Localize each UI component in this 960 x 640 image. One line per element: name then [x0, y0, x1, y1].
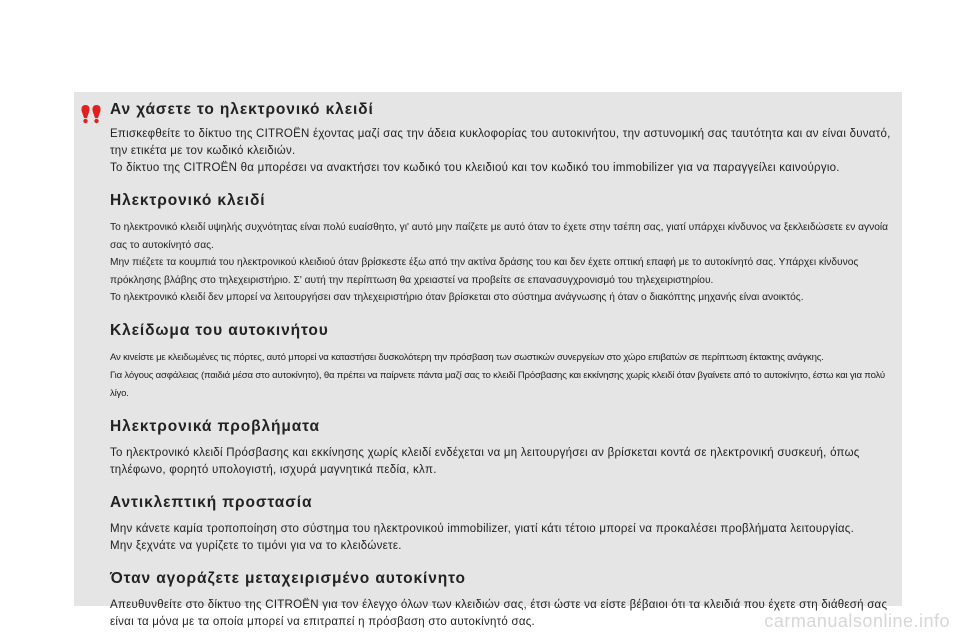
- section-paragraph: Μην ξεχνάτε να γυρίζετε το τιμόνι για να το κλειδώνετε.: [110, 539, 402, 552]
- section-electronic-key: [110, 191, 898, 307]
- warning-paragraph: Επισκεφθείτε το δίκτυο της CITROËN έχοντας μαζί σας την άδεια κυκλοφορίας του αυτοκινήτου, την αστυνομική σας ταυτότητα και αν είναι δυνατό, την ετικέτα με τον κωδικό κλειδιών.: [110, 128, 891, 157]
- section-electronic-problems: [110, 417, 898, 479]
- section-title: Αντικλεπτική προστασία: [110, 493, 313, 511]
- section-paragraph: Το ηλεκτρονικό κλειδί Πρόσβασης και εκκίνησης χωρίς κλειδί ενδέχεται να μη λειτουργήσει αν βρίσκεται κοντά σε ηλεκτρονική συσκευή, όπως τηλέφωνο, φορητό υπολογιστή, ισχυρά μαγνητικά πεδία, κλπ.: [110, 446, 860, 476]
- section-vehicle-locking: [110, 321, 898, 403]
- section-title: Ηλεκτρονικό κλειδί: [110, 192, 266, 209]
- section-paragraph: Το ηλεκτρονικό κλειδί δεν μπορεί να λειτουργήσει σαν τηλεχειριστήριο όταν βρίσκεται στο σύστημα ανάγνωσης ή όταν ο διακόπτης μηχανής είναι ανοικτός.: [110, 292, 804, 303]
- section-paragraph: Απευθυνθείτε στο δίκτυο της CITROËN για τον έλεγχο όλων των κλειδιών σας, έτσι ώστε να είστε βέβαιοι ότι τα κλειδιά που έχετε στη διάθεσή σας είναι τα μόνα με τα οποία μπορεί να επιτραπεί η πρόσβαση στο αυτοκίνητό σας.: [110, 598, 888, 628]
- section-paragraph: Το ηλεκτρονικό κλειδί υψηλής συχνότητας είναι πολύ ευαίσθητο, γι' αυτό μην παίζετε με αυτό όταν το έχετε στην τσέπη σας, γιατί υπάρχει κίνδυνος να ξεκλειδώσετε εν αγνοία σας το αυτοκίνητό σας.: [110, 222, 889, 251]
- manual-content: [110, 100, 898, 631]
- section-paragraph: Μην πιέζετε τα κουμπιά του ηλεκτρονικού κλειδιού όταν βρίσκεστε έξω από την ακτίνα δράσης του και δεν έχετε οπτική επαφή με το αυτοκίνητό σας. Υπάρχει κίνδυνος πρόκλησης βλάβης στο τηλεχειριστήριο. Σ' αυτή την περίπτωση θα χρειαστεί να προβείτε σε επανασυγχρονισμό του τηλεχειριστηρίου.: [110, 257, 859, 286]
- watermark: carmanualsonline.info: [764, 611, 950, 631]
- section-paragraph: Αν κινείστε με κλειδωμένες τις πόρτες, αυτό μπορεί να καταστήσει δυσκολότερη την πρόσβαση των σωστικών συνεργείων στο χώρο επιβατών σε περίπτωση έκτακτης ανάγκης.: [110, 351, 824, 363]
- section-title: Όταν αγοράζετε μεταχειρισμένο αυτοκίνητο: [110, 569, 466, 587]
- section-title: Ηλεκτρονικά προβλήματα: [110, 417, 320, 435]
- section-paragraph: Για λόγους ασφάλειας (παιδιά μέσα στο αυτοκίνητο), θα πρέπει να παίρνετε πάντα μαζί σας το κλειδί Πρόσβασης και εκκίνησης χωρίς κλειδί όταν βγαίνετε από το αυτοκίνητο, έστω και για πολύ λίγο.: [110, 369, 885, 399]
- section-anti-theft: [110, 493, 898, 555]
- section-paragraph: Μην κάνετε καμία τροποποίηση στο σύστημα του ηλεκτρονικού immobilizer, γιατί κάτι τέτοιο μπορεί να προκαλέσει προβλήματα λειτουργίας.: [110, 522, 855, 535]
- warning-section: [110, 100, 898, 177]
- section-title: Κλείδωμα του αυτοκινήτου: [110, 321, 329, 339]
- warning-icon: [80, 104, 102, 124]
- warning-paragraph: Το δίκτυο της CITROËN θα μπορέσει να ανακτήσει τον κωδικό του κλειδιού και τον κωδικό του immobilizer για να παραγγείλει καινούργιο.: [110, 162, 840, 174]
- warning-title: Αν χάσετε το ηλεκτρονικό κλειδί: [110, 101, 374, 118]
